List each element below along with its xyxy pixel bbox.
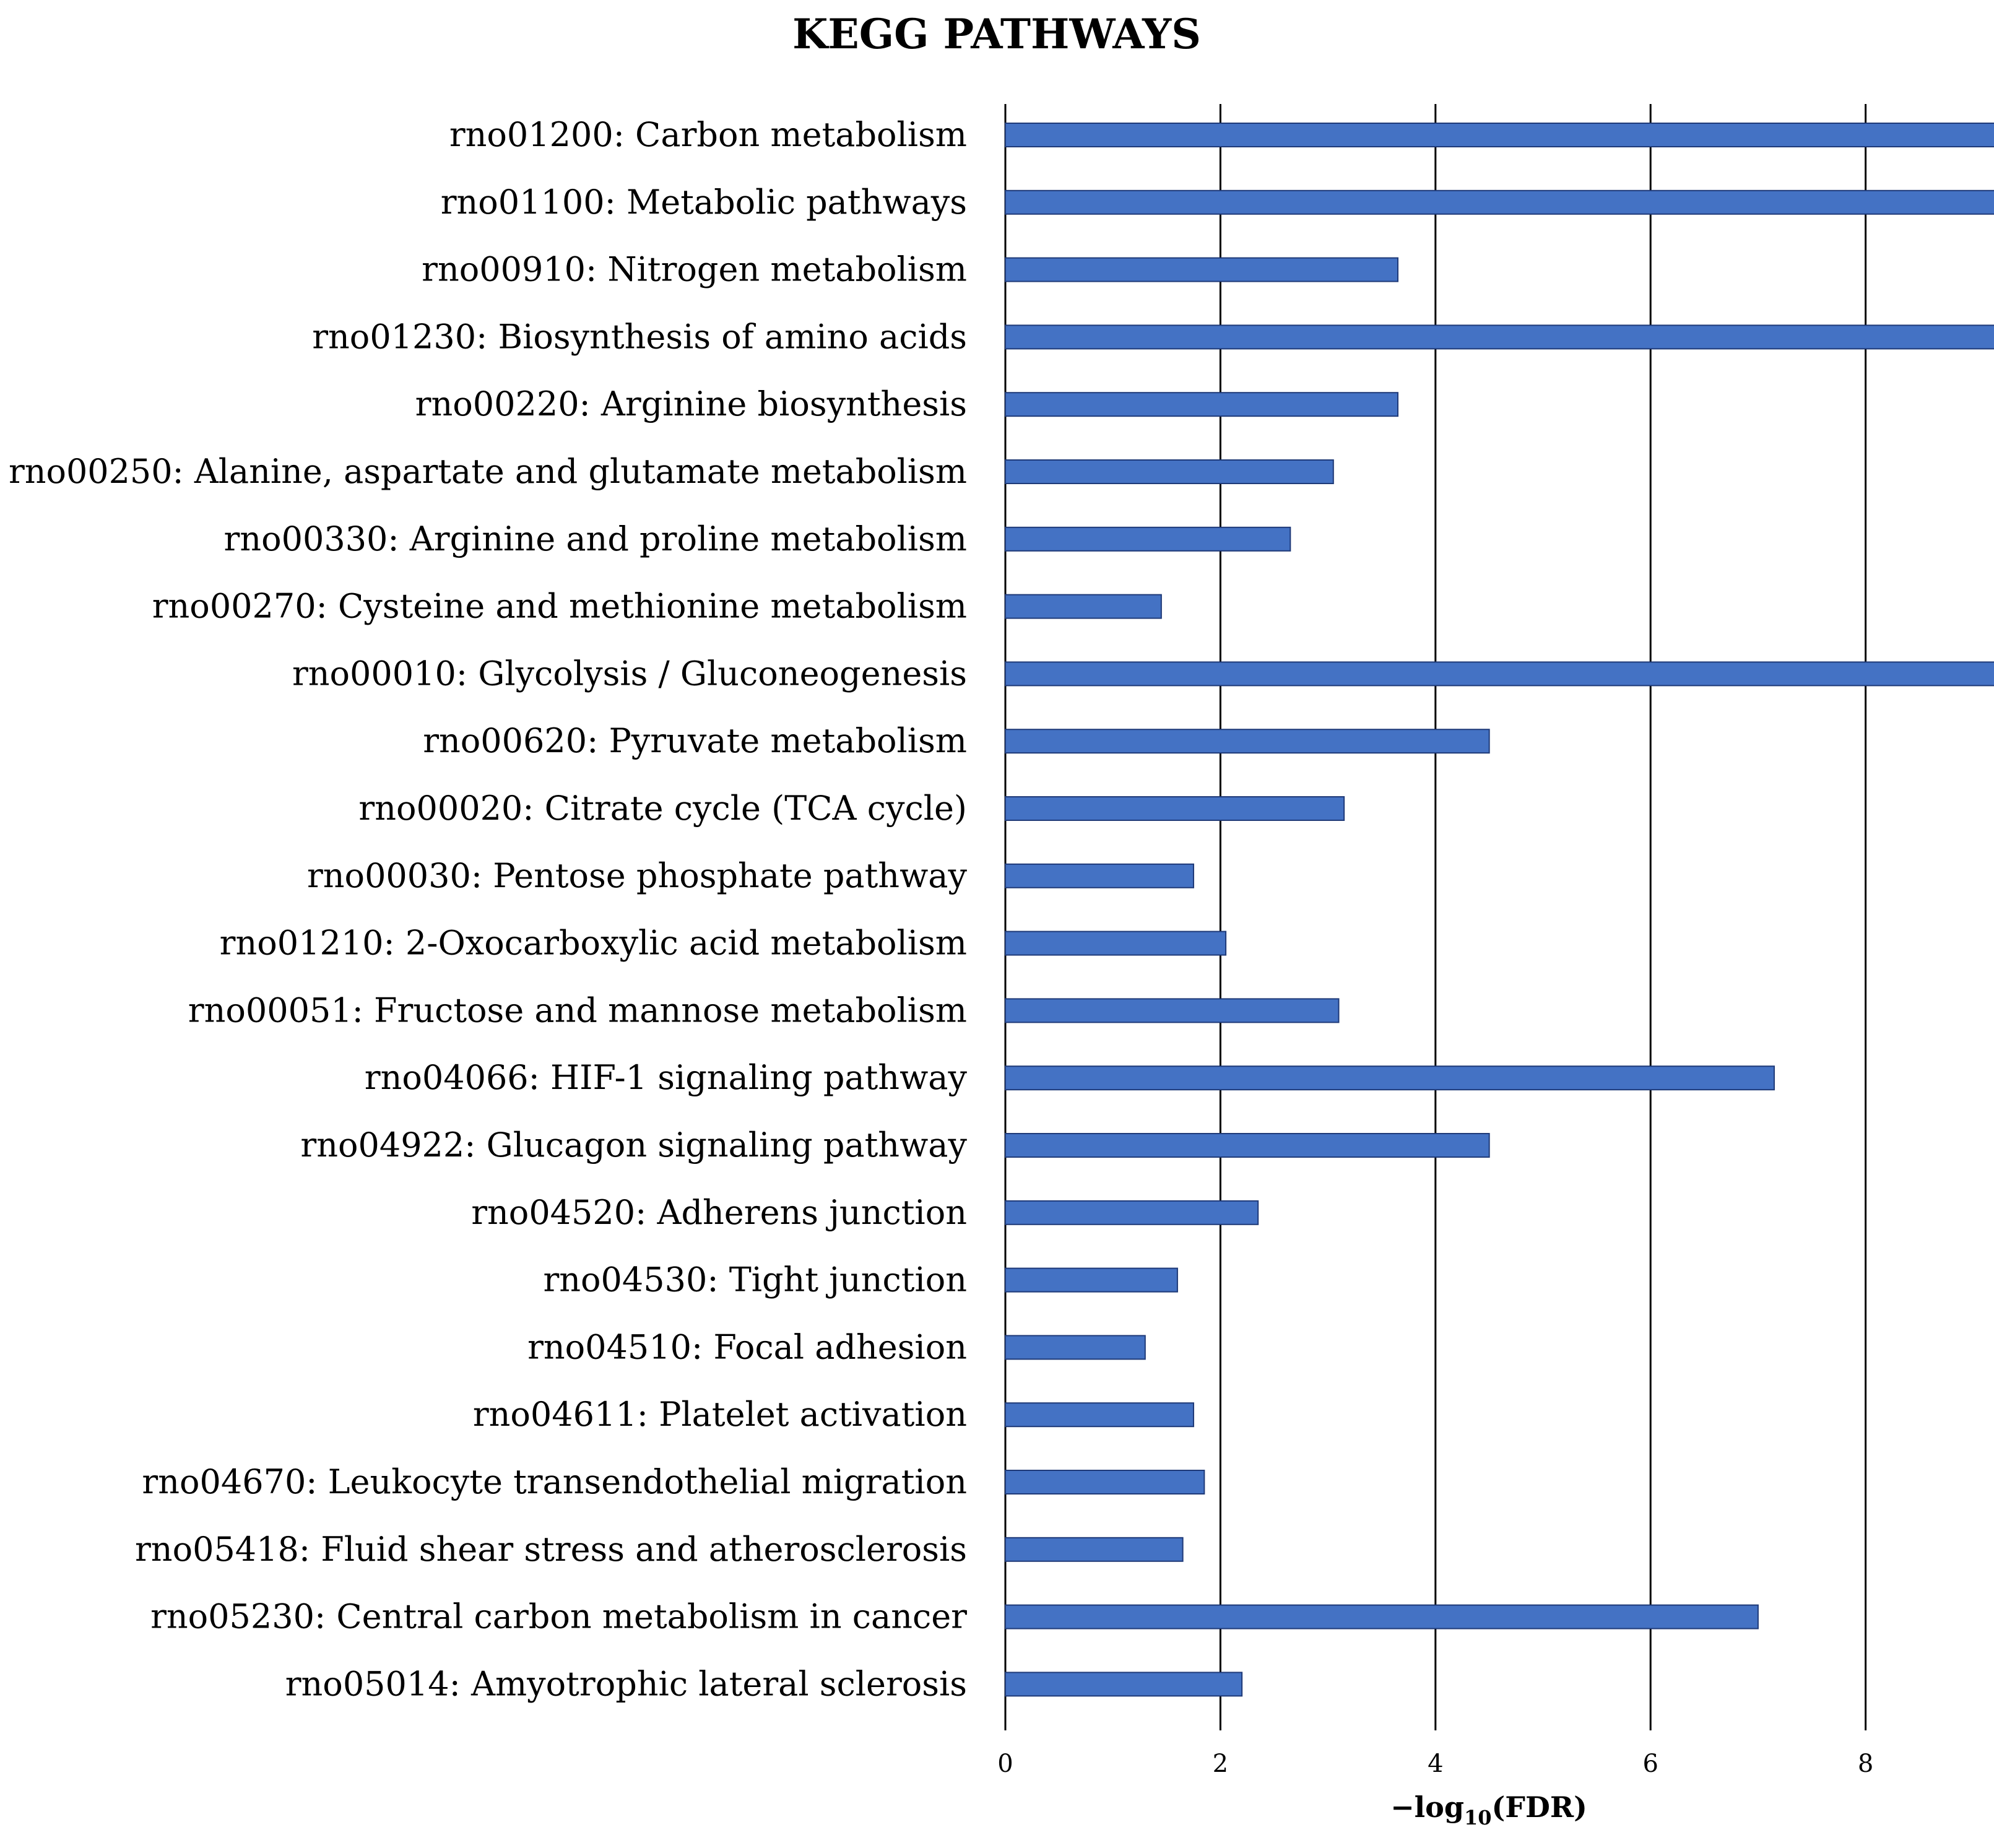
bar	[1005, 527, 1290, 551]
category-label: rno04520: Adherens junction	[471, 1192, 967, 1232]
category-label: rno04066: HIF-1 signaling pathway	[364, 1058, 967, 1098]
category-labels	[9, 115, 967, 1703]
category-label: rno05230: Central carbon metabolism in cancer	[150, 1597, 967, 1636]
category-label: rno04530: Tight junction	[543, 1260, 967, 1299]
bar	[1005, 393, 1398, 416]
category-label: rno04510: Focal adhesion	[527, 1327, 967, 1367]
bar	[1005, 258, 1398, 282]
bar	[1005, 864, 1194, 888]
x-tick-label: 2	[1212, 1750, 1229, 1778]
category-label: rno05418: Fluid shear stress and atherosclerosis	[134, 1529, 967, 1569]
bar	[1005, 729, 1489, 753]
x-axis-title-prefix: −log	[1390, 1790, 1465, 1824]
category-label: rno00220: Arginine biosynthesis	[415, 384, 967, 424]
bar	[1005, 797, 1344, 820]
bar	[1005, 460, 1333, 484]
bar	[1005, 595, 1161, 618]
x-tick-label: 4	[1428, 1750, 1444, 1778]
category-label: rno00020: Citrate cycle (TCA cycle)	[358, 789, 967, 828]
category-label: rno00620: Pyruvate metabolism	[423, 721, 967, 761]
bar	[1005, 1470, 1204, 1494]
bar	[1005, 932, 1226, 955]
x-tick-label: 8	[1857, 1750, 1874, 1778]
bar	[1005, 1269, 1177, 1292]
bar	[1005, 325, 1994, 349]
bar	[1005, 1672, 1242, 1696]
category-label: rno01100: Metabolic pathways	[440, 182, 967, 222]
x-axis-title-suffix: (FDR)	[1491, 1790, 1587, 1824]
category-label: rno00010: Glycolysis / Gluconeogenesis	[292, 654, 967, 693]
bar	[1005, 1335, 1145, 1359]
chart-title: KEGG PATHWAYS	[792, 10, 1201, 58]
x-tick-label: 6	[1642, 1750, 1658, 1778]
category-label: rno01210: 2-Oxocarboxylic acid metabolism	[219, 923, 967, 963]
bar	[1005, 1066, 1774, 1090]
x-axis-title-subscript: 10	[1464, 1806, 1492, 1829]
category-label: rno04611: Platelet activation	[472, 1395, 967, 1434]
category-label: rno00051: Fructose and mannose metabolism	[188, 991, 967, 1030]
category-label: rno01230: Biosynthesis of amino acids	[312, 317, 967, 357]
bar	[1005, 1538, 1183, 1561]
category-label: rno04670: Leukocyte transendothelial migration	[142, 1462, 967, 1501]
category-label: rno00030: Pentose phosphate pathway	[306, 856, 967, 895]
bar	[1005, 1605, 1758, 1629]
x-tick-label: 0	[997, 1750, 1013, 1778]
bar	[1005, 1201, 1258, 1225]
bar	[1005, 191, 1994, 214]
category-label: rno00330: Arginine and proline metabolism	[223, 519, 967, 558]
category-label: rno04922: Glucagon signaling pathway	[300, 1126, 967, 1165]
bar	[1005, 662, 1994, 685]
x-tick-labels	[997, 1750, 1994, 1778]
bar	[1005, 1134, 1489, 1157]
bar	[1005, 999, 1338, 1022]
category-label: rno00910: Nitrogen metabolism	[422, 249, 967, 289]
x-axis-title	[1390, 1790, 1587, 1829]
bar	[1005, 123, 1994, 147]
bars	[1005, 123, 1994, 1696]
category-label: rno00250: Alanine, aspartate and glutamate metabolism	[9, 452, 967, 491]
bar	[1005, 1403, 1194, 1426]
category-label: rno01200: Carbon metabolism	[449, 115, 967, 154]
category-label: rno05014: Amyotrophic lateral sclerosis	[285, 1664, 967, 1704]
category-label: rno00270: Cysteine and methionine metabolism	[152, 586, 967, 626]
